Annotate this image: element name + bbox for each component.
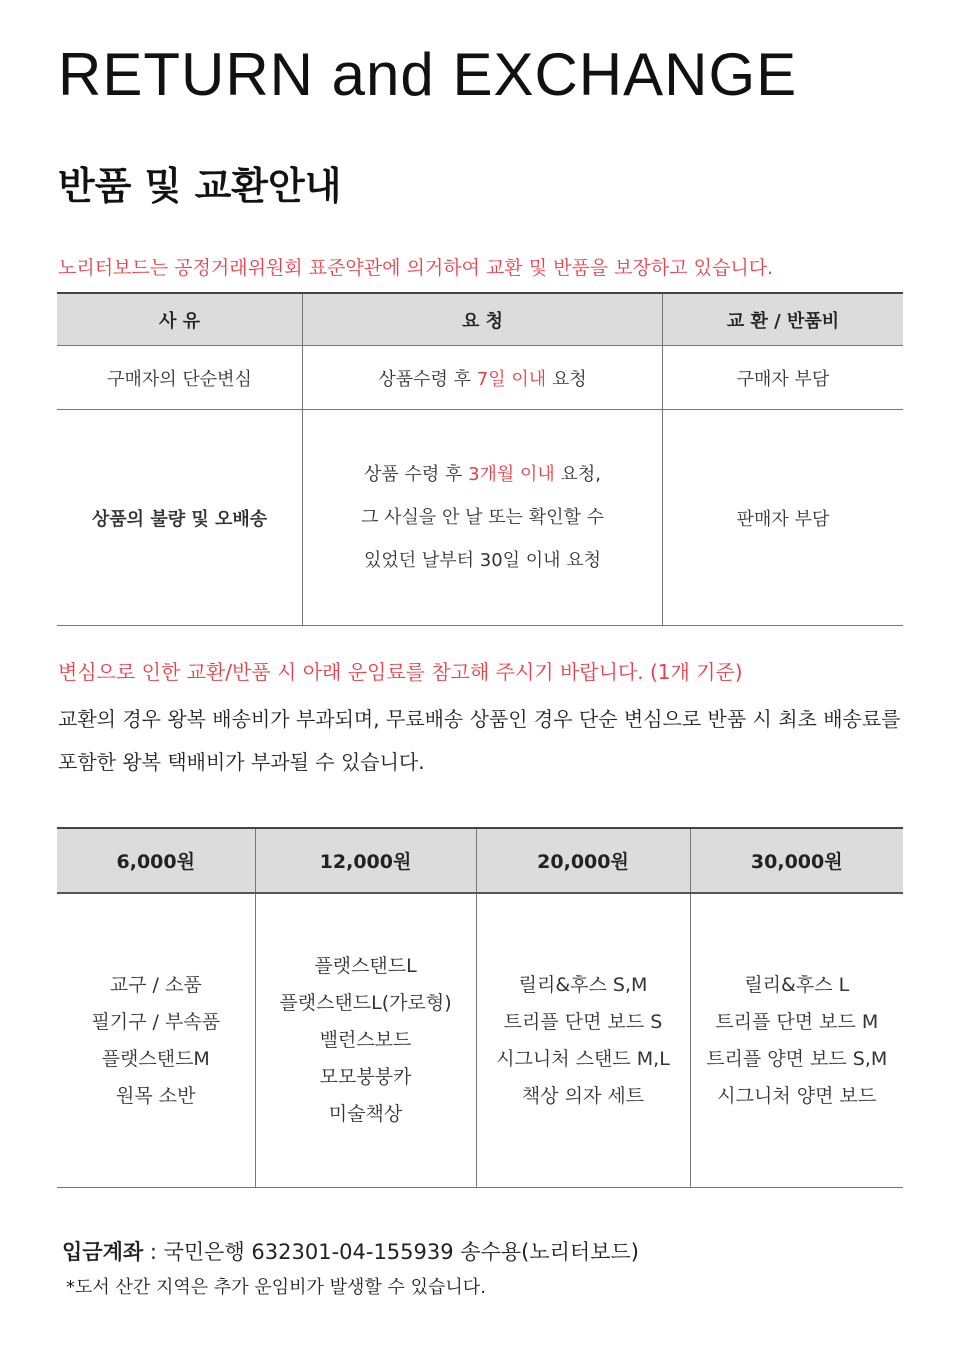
shipping-guide-body: 교환의 경우 왕복 배송비가 부과되며, 무료배송 상품인 경우 단순 변심으로 반품 시 최초 배송료를 포함한 왕복 택배비가 부과될 수 있습니다. [58,707,901,774]
list-item: 릴리&후스 S,M [518,973,648,996]
table-row [57,346,903,410]
fee-header-30000: 30,000원 [690,828,903,893]
shipping-fee-table [57,827,903,1188]
shipping-guide-red: 변심으로 인한 교환/반품 시 아래 운임료를 참고해 주시기 바랍니다. (1개 기준) [58,660,743,684]
bank-account-label: 입금계좌 [62,1240,144,1264]
fee-items-30000 [690,893,903,1188]
list-item: 책상 의자 세트 [521,1084,645,1107]
fee-header-6000: 6,000원 [57,828,255,893]
table-row [57,410,903,626]
list-item: 모모붕붕카 [319,1066,412,1088]
page-title-ko: 반품 및 교환안내 [58,164,342,208]
list-item: 교구 / 소품 [109,973,202,996]
table-header-row [57,828,903,893]
bank-account-value: : 국민은행 632301-04-155939 송수용(노리터보드) [143,1240,639,1264]
policy-notice: 노리터보드는 공정거래위원회 표준약관에 의거하여 교환 및 반품을 보장하고 있습니다. [58,257,774,279]
header-request: 요 청 [303,293,663,346]
fee-items-20000 [476,893,690,1188]
list-item: 시그니처 양면 보드 [717,1084,877,1107]
fee-header-12000: 12,000원 [255,828,476,893]
page-title-en: RETURN and EXCHANGE [58,41,798,108]
list-item: 트리플 단면 보드 S [503,1010,663,1033]
reason-change-of-mind: 구매자의 단순변심 [57,346,303,410]
table-header-row [57,293,903,346]
request-deadline-highlight: 3개월 이내 [468,464,555,485]
table-row [57,893,903,1188]
list-item: 플랫스탠드M [101,1047,210,1070]
fee-header-20000: 20,000원 [476,828,690,893]
list-item: 미술책상 [328,1103,403,1125]
header-reason: 사 유 [57,293,303,346]
list-item: 필기구 / 부속품 [91,1010,221,1033]
fee-items-12000 [255,893,476,1188]
return-policy-table [57,292,903,626]
list-item: 트리플 단면 보드 M [715,1010,879,1033]
list-item: 시그니처 스탠드 M,L [496,1047,670,1070]
fee-buyer: 구매자 부담 [662,346,903,410]
fee-seller: 판매자 부담 [662,410,903,626]
request-deadline-highlight: 7일 이내 [476,368,547,390]
request-defect: 상품 수령 후 3개월 이내 요청, 그 사실을 안 날 또는 확인할 수 있었던 날부터 30일 이내 요청 [303,410,663,626]
reason-defect: 상품의 불량 및 오배송 [57,410,303,626]
list-item: 플랫스탠드L(가로형) [279,992,452,1014]
list-item: 원목 소반 [116,1084,196,1107]
footnote: *도서 산간 지역은 추가 운임비가 발생할 수 있습니다. [66,1277,486,1298]
header-fee: 교 환 / 반품비 [662,293,903,346]
list-item: 릴리&후스 L [744,973,850,996]
fee-items-6000 [57,893,255,1188]
bank-account [62,1236,639,1268]
list-item: 트리플 양면 보드 S,M [706,1047,888,1070]
list-item: 밸런스보드 [319,1029,412,1051]
list-item: 플랫스탠드L [314,955,417,977]
request-change-of-mind: 상품수령 후 7일 이내 요청 [303,346,663,410]
